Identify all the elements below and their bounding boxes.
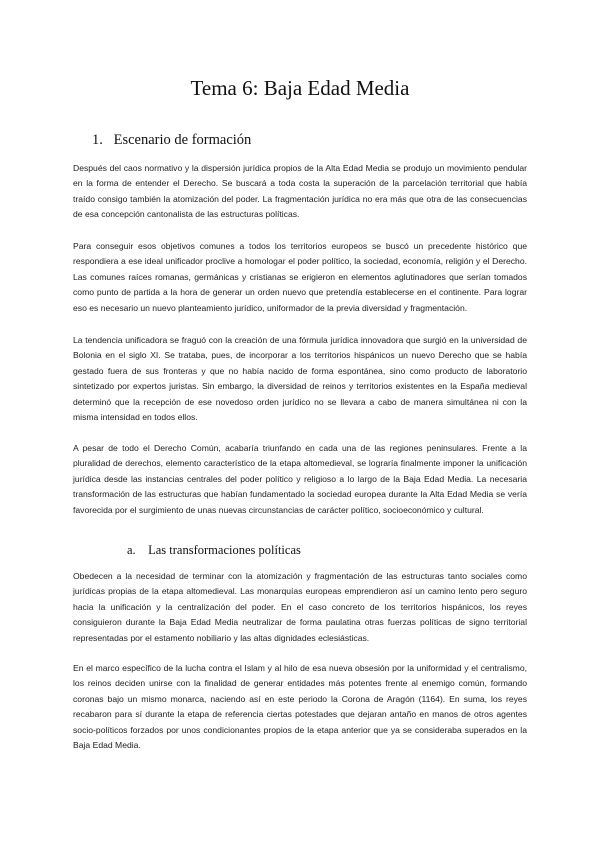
subsection-heading	[127, 542, 301, 558]
paragraph: Después del caos normativo y la dispersión jurídica propios de la Alta Edad Media se produjo un movimiento pendular en la forma de entender el Derecho. Se buscará a toda costa la superación de la parcelación territorial que había traído consigo también la atomización del poder. La fragmentación jurídica no era más que otra de las consecuencias de esa concepción cantonalista de las estructuras políticas.	[73, 163, 527, 220]
paragraph: A pesar de todo el Derecho Común, acabaría triunfando en cada una de las regiones peninsulares. Frente a la pluralidad de derechos, elemento característico de la etapa altomedieval, se lograría finalmente imponer la unificación jurídica desde las instancias centrales del poder político y religioso a lo largo de la Baja Edad Media. La necesaria transformación de las estructuras que habían fundamentado la sociedad europea durante la Alta Edad Media se vería favorecida por el surgimiento de unas nuevas circunstancias de carácter político, socioeconómico y cultural.	[73, 443, 527, 515]
section-number: 1.	[92, 132, 103, 148]
section-heading	[92, 131, 251, 149]
subsection-title: Las transformaciones políticas	[148, 543, 301, 557]
subsection-letter: a.	[127, 543, 136, 557]
paragraph: La tendencia unificadora se fraguó con la creación de una fórmula jurídica innovadora que surgió en la universidad de Bolonia en el siglo XI. Se trataba, pues, de incorporar a los territorios hispánicos un nuevo Derecho que se había gestado fuera de sus fronteras y que no había nacido de forma espontánea, sino como producto de laboratorio sintetizado por expertos juristas. Sin embargo, la diversidad de reinos y territorios existentes en la España medieval determinó que la recepción de ese novedoso orden jurídico no se llevara a cabo de manera simultánea ni con la misma intensidad en todos ellos.	[73, 335, 527, 423]
section-title: Escenario de formación	[113, 132, 252, 148]
paragraph: En el marco específico de la lucha contra el Islam y al hilo de esa nueva obsesión por la uniformidad y el centralismo, los reinos deciden unirse con la finalidad de generar entidades más potentes frente al enemigo común, formando coronas bajo un mismo monarca, naciendo así en este periodo la Corona de Aragón (1164). En suma, los reyes recabaron para sí durante la etapa de referencia ciertas potestades que dejaran antaño en manos de otros agentes socio-políticos forzados por unos condicionantes propios de la etapa anterior que ya se consideraba superados en la Baja Edad Media.	[73, 663, 527, 751]
paragraph: Para conseguir esos objetivos comunes a todos los territorios europeos se buscó un precedente histórico que respondiera a ese ideal unificador proclive a homologar el poder político, la sociedad, economía, religión y el Derecho. Las comunes raíces romanas, germánicas y cristianas se erigieron en elementos aglutinadores que serían tomados como punto de partida a la hora de generar un orden nuevo que pretendía establecerse en el continente. Para lograr eso es necesario un nuevo planteamiento jurídico, uniformador de la previa diversidad y fragmentación.	[73, 241, 527, 313]
paragraph: Obedecen a la necesidad de terminar con la atomización y fragmentación de las estructuras tanto sociales como jurídicas propias de la etapa altomedieval. Las monarquías europeas emprendieron así un camino lento pero seguro hacia la unificación y la centralización del poder. En el caso concreto de los territorios hispánicos, los reyes consiguieron durante la Baja Edad Media neutralizar de forma paulatina otras fuerzas políticas de signo territorial representadas por el estamento nobiliario y las altas dignidades eclesiásticas.	[73, 571, 527, 643]
page-title: Tema 6: Baja Edad Media	[190, 76, 410, 100]
